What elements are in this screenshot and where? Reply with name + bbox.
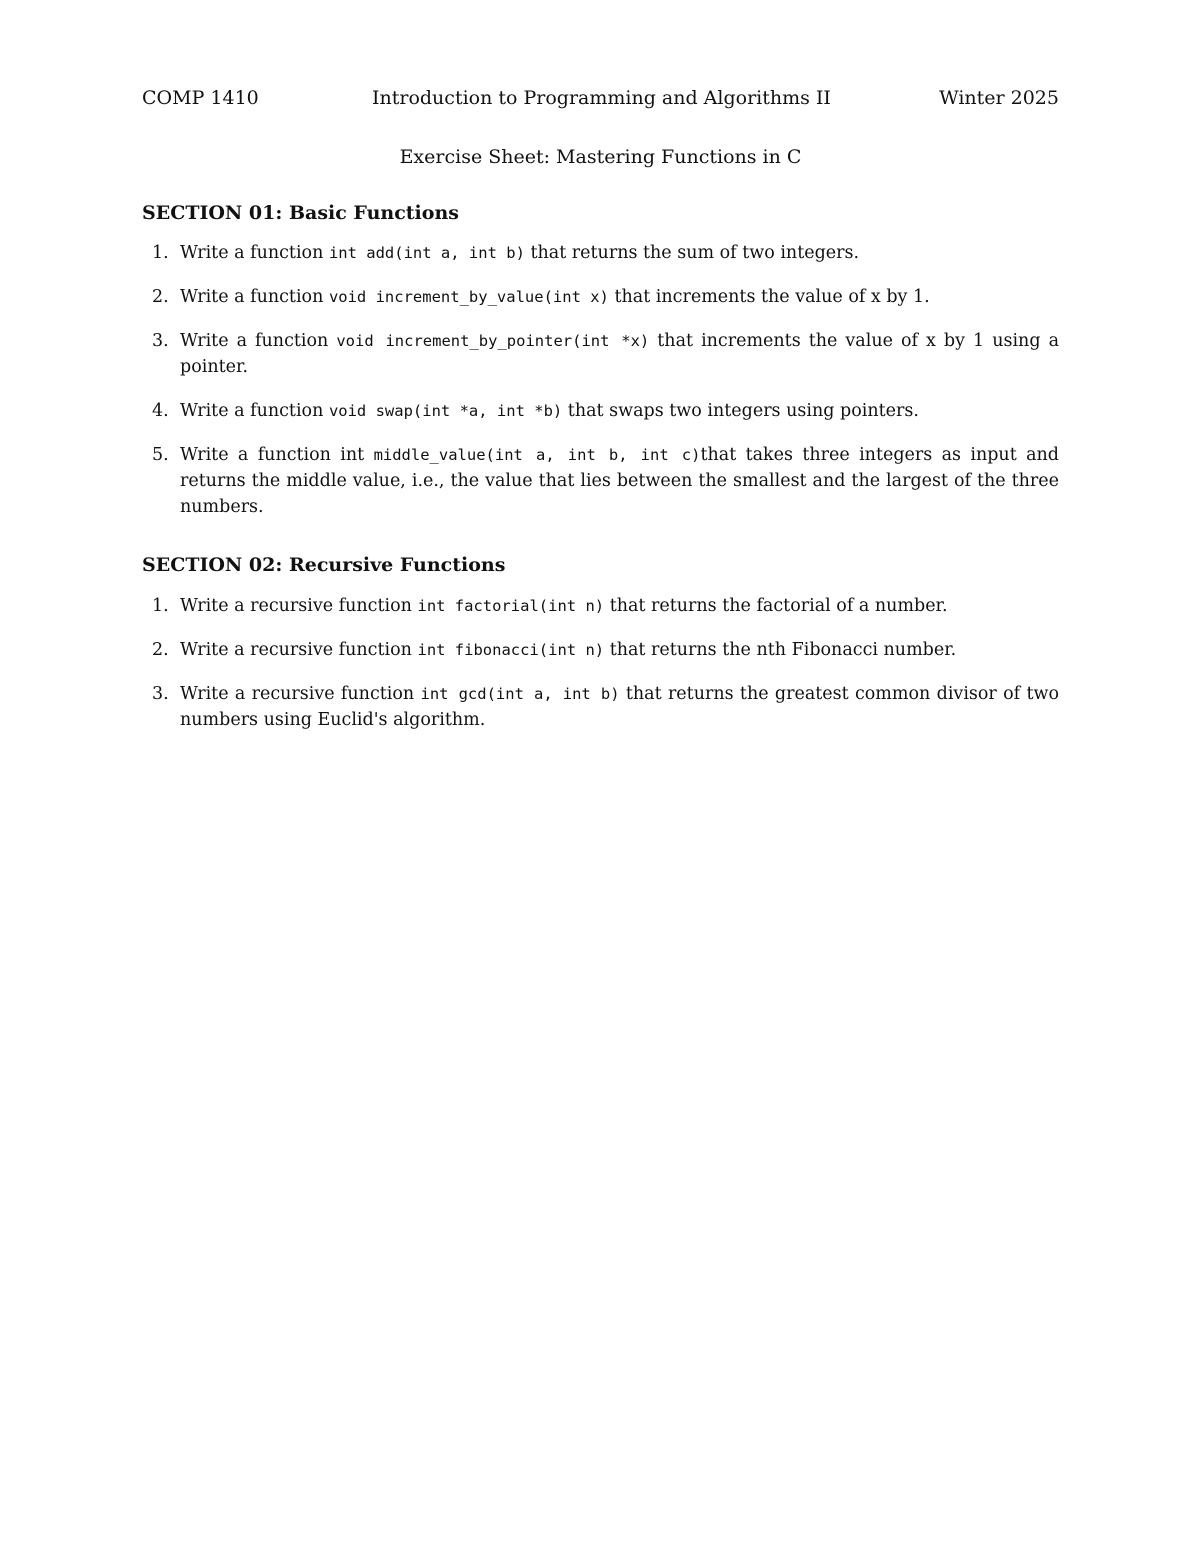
course-title: Introduction to Programming and Algorithms II: [372, 87, 831, 109]
section-heading-recursive: SECTION 02: Recursive Functions: [142, 554, 506, 576]
exercise-text: Write a function: [180, 287, 329, 307]
exercise-text: Write a function int: [180, 445, 374, 465]
exercise-number: 2.: [152, 640, 169, 660]
exercise-item: [142, 593, 1059, 619]
exercise-text: Write a recursive function: [180, 640, 418, 660]
page-header: [142, 84, 1059, 112]
exercise-item: [142, 328, 1059, 380]
exercise-list-basic: [142, 240, 1059, 538]
exercise-code: middle_value(int a, int b, int c): [373, 446, 701, 464]
exercise-list-recursive: [142, 593, 1059, 751]
exercise-text: Write a function: [180, 331, 337, 351]
exercise-number: 3.: [152, 684, 169, 704]
exercise-code: int factorial(int n): [417, 597, 605, 615]
exercise-text: Write a recursive function: [180, 596, 418, 616]
exercise-item: [142, 637, 1059, 663]
exercise-number: 5.: [152, 445, 169, 465]
exercise-code: void increment_by_pointer(int *x): [336, 332, 650, 350]
course-code: COMP 1410: [142, 87, 259, 109]
exercise-number: 1.: [152, 243, 169, 263]
exercise-text: that returns the greatest common divisor of two numbers using Euclid's algorithm.: [180, 684, 1059, 730]
exercise-code: void swap(int *a, int *b): [328, 402, 563, 420]
exercise-number: 2.: [152, 287, 169, 307]
exercise-code: void increment_by_value(int x): [328, 288, 609, 306]
exercise-item: [142, 681, 1059, 733]
exercise-text: that swaps two integers using pointers.: [562, 401, 919, 421]
exercise-text: that returns the sum of two integers.: [524, 243, 860, 263]
exercise-item: [142, 240, 1059, 266]
exercise-text: that returns the factorial of a number.: [604, 596, 948, 616]
exercise-number: 1.: [152, 596, 169, 616]
exercise-text: Write a function: [180, 243, 329, 263]
exercise-text: Write a function: [180, 401, 329, 421]
exercise-text: Write a recursive function: [180, 684, 421, 704]
exercise-number: 4.: [152, 401, 169, 421]
exercise-code: int add(int a, int b): [328, 244, 525, 262]
exercise-text: that increments the value of x by 1.: [608, 287, 930, 307]
exercise-code: int fibonacci(int n): [417, 641, 605, 659]
exercise-number: 3.: [152, 331, 169, 351]
exercise-text: that increments the value of x by 1 using a pointer.: [180, 331, 1059, 377]
section-heading-basic: SECTION 01: Basic Functions: [142, 202, 459, 224]
exercise-item: [142, 284, 1059, 310]
exercise-item: [142, 442, 1059, 520]
exercise-code: int gcd(int a, int b): [420, 685, 620, 703]
exercise-text: that takes three integers as input and returns the middle value, i.e., the value that lies between the smallest and the largest of the three numbers.: [180, 445, 1059, 517]
term: Winter 2025: [939, 87, 1059, 109]
exercise-text: that returns the nth Fibonacci number.: [604, 640, 957, 660]
exercise-item: [142, 398, 1059, 424]
sheet-title: Exercise Sheet: Mastering Functions in C: [399, 146, 802, 168]
